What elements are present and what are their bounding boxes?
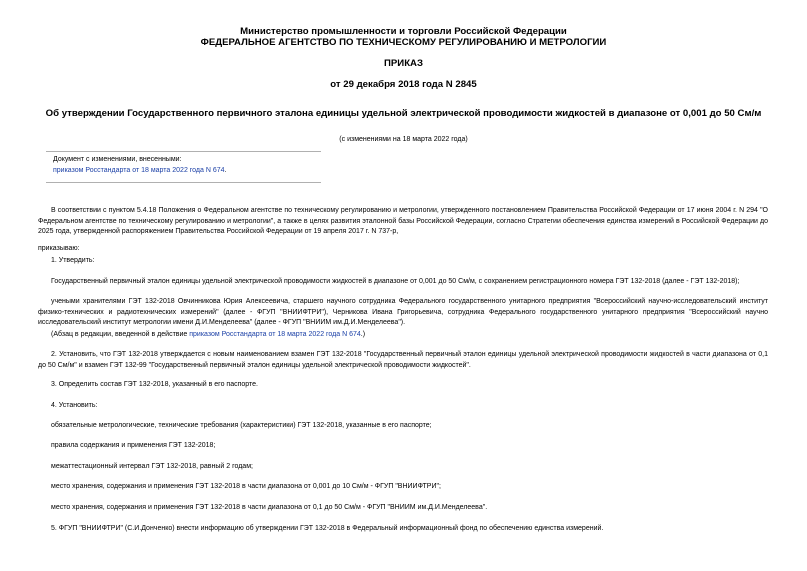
prikazyvayu-text: приказываю:	[38, 245, 80, 252]
amend-order-link[interactable]: приказом Росстандарта от 18 марта 2022 года N 674	[53, 167, 225, 174]
item-4-requirements: обязательные метрологические, технические требования (характеристики) ГЭТ 132-2018, указанные в его паспорте;	[51, 422, 432, 429]
item-4-location-vniiftri: место хранения, содержания и применения ГЭТ 132-2018 в части диапазона от 0,001 до 10 См/м - ФГУП "ВНИИФТРИ";	[51, 483, 441, 490]
order-date: от 29 декабря 2018 года N 2845	[330, 79, 477, 90]
item-1-heading: 1. Утвердить:	[51, 257, 95, 264]
item-4-interval: межаттестационный интервал ГЭТ 132-2018, равный 2 годам;	[51, 463, 253, 470]
amend-box-top-rule	[46, 151, 321, 152]
order-word: ПРИКАЗ	[384, 58, 423, 69]
changes-note: (с изменениями на 18 марта 2022 года)	[339, 136, 468, 143]
item-1-standard: Государственный первичный эталон единицы удельной электрической проводимости жидкостей в диапазоне от 0,001 до 50 См/м, с сохранением регистрационного номера ГЭТ 132-2018 (далее - ГЭТ 132-2018);	[51, 278, 740, 285]
preamble-paragraph: В соответствии с пунктом 5.4.18 Положения о Федеральном агентстве по техническому регулированию и метрологии, утвержденного постановлением Правительства Российской Федерации от 17 июня 2004 г. N 294 "О Федеральном агентстве по техническому регулированию и метрологии", а также в целях развития эталонной базы Российской Федерации, согласно Стратегии обеспечения единства измерений в Российской Федерации до 2025 года, утвержденной распоряжением Правительства Российской Федерации от 19 апреля 2017 г. N 737-р,	[38, 207, 768, 236]
item-4-rules: правила содержания и применения ГЭТ 132-2018;	[51, 442, 216, 449]
item-1-edit-note	[51, 330, 365, 341]
item-4-heading: 4. Установить:	[51, 402, 98, 409]
edit-note-suffix: .)	[360, 331, 366, 338]
item-2-paragraph: 2. Установить, что ГЭТ 132-2018 утверждается с новым наименованием взамен ГЭТ 132-2018 "Государственный первичный эталон единицы удельной электрической проводимости жидкостей в части диапазона от 0,1 до 50 См/м" и взамен ГЭТ 132-99 "Государственный первичный эталон единицы удельной электрической проводимости жидкостей".	[38, 351, 768, 369]
item-3-paragraph: 3. Определить состав ГЭТ 132-2018, указанный в его паспорте.	[51, 381, 258, 388]
item-4-location-vniim: место хранения, содержания и применения ГЭТ 132-2018 в части диапазона от 0,1 до 50 См/м - ФГУП "ВНИИМ им.Д.И.Менделеева".	[51, 504, 488, 511]
document-title: Об утверждении Государственного первичного эталона единицы удельной электрической проводимости жидкостей в диапазоне от 0,001 до 50 См/м	[45, 108, 762, 119]
amend-box-link-line	[53, 166, 226, 177]
amend-box-label: Документ с изменениями, внесенными:	[53, 156, 182, 163]
edit-note-link[interactable]: приказом Росстандарта от 18 марта 2022 года N 674	[189, 331, 361, 338]
amend-link-period: .	[224, 167, 227, 174]
edit-note-prefix: (Абзац в редакции, введенной в действие	[51, 331, 190, 338]
amend-box-bottom-rule	[46, 182, 321, 183]
ministry-name: Министерство промышленности и торговли Российской Федерации	[240, 26, 567, 37]
item-1-custodians: учеными хранителями ГЭТ 132-2018 Овчинникова Юрия Алексеевича, старшего научного сотрудника Федерального государственного унитарного предприятия "Всероссийский научно-исследовательский институт физико-технических и радиотехнических измерений" (далее - ФГУП "ВНИИФТРИ"), Черникова Ивана Григорьевича, сотрудника Федерального государственного унитарного предприятия "Всероссийский научно исследовательский институт метрологии имени Д.И.Менделеева" (далее - ФГУП "ВНИИМ им.Д.И.Менделеева").	[38, 298, 768, 327]
item-5-paragraph: 5. ФГУП "ВНИИФТРИ" (С.И.Донченко) внести информацию об утверждении ГЭТ 132-2018 в Федеральный информационный фонд по обеспечению единства измерений.	[51, 525, 604, 532]
agency-name: ФЕДЕРАЛЬНОЕ АГЕНТСТВО ПО ТЕХНИЧЕСКОМУ РЕГУЛИРОВАНИЮ И МЕТРОЛОГИИ	[200, 37, 607, 48]
